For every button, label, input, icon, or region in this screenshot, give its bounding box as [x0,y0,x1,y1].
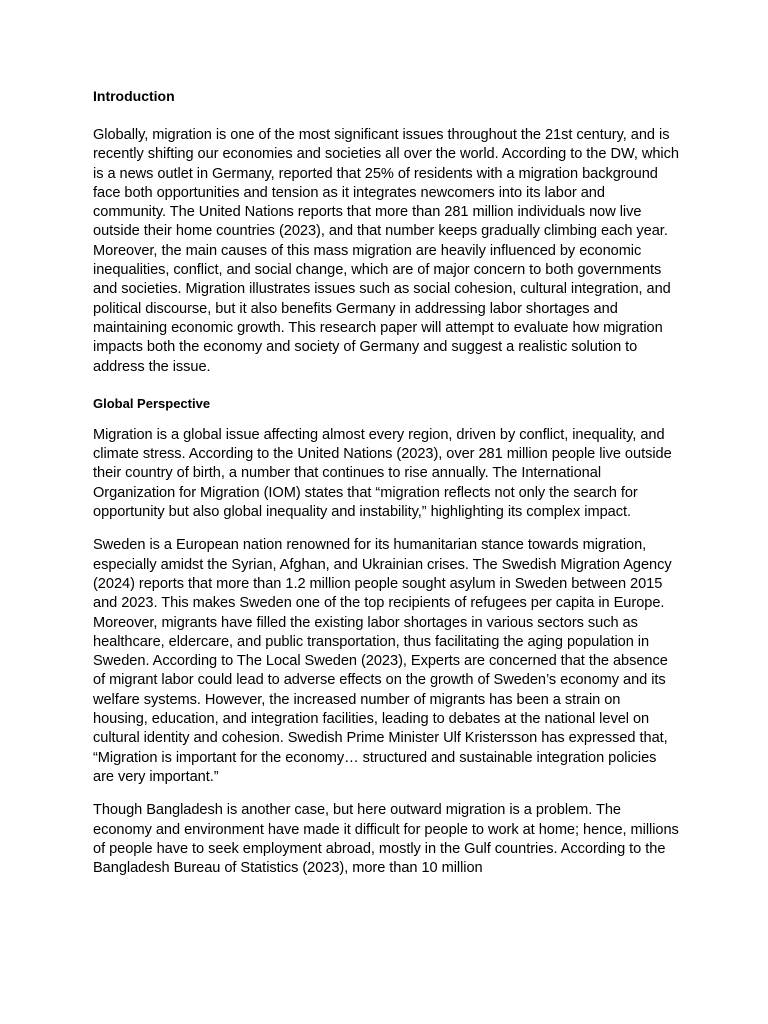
global-perspective-paragraph-2: Sweden is a European nation renowned for its humanitarian stance towards migration, especially amidst the Syrian, Afghan, and Ukrainian crises. The Swedish Migration Agency (2024) reports that more than 1.2 million people sought asylum in Sweden between 2015 and 2023. This makes Sweden one of the top recipients of refugees per capita in Europe. Moreover, migrants have filled the existing labor shortages in various sectors such as healthcare, eldercare, and public transportation, thus facilitating the aging population in Sweden. According to The Local Sweden (2023), Experts are concerned that the absence of migrant labor could lead to adverse effects on the growth of Sweden’s economy and its welfare systems. However, the increased number of migrants has been a strain on housing, education, and integration facilities, leading to debates at the national level on cultural identity and cohesion. Swedish Prime Minister Ulf Kristersson has expressed that, “Migration is important for the economy… structured and sustainable integration policies are very important.” [93,537,672,785]
global-perspective-paragraph-1: Migration is a global issue affecting almost every region, driven by conflict, inequality, and climate stress. According to the United Nations (2023), over 281 million people live outside their country of birth, a number that continues to rise annually. The International Organization for Migration (IOM) states that “migration reflects not only the search for opportunity but also global inequality and instability,” highlighting its complex impact. [93,426,672,521]
introduction-heading: Introduction [93,88,175,104]
global-perspective-paragraph-3: Though Bangladesh is another case, but here outward migration is a problem. The economy and environment have made it difficult for people to work at home; hence, millions of people have to seek employment abroad, mostly in the Gulf countries. According to the Bangladesh Bureau of Statistics (2023), more than 10 million [93,802,679,877]
global-perspective-heading: Global Perspective [93,395,211,411]
document-page [93,87,679,878]
introduction-paragraph: Globally, migration is one of the most significant issues throughout the 21st century, and is recently shifting our economies and societies all over the world. According to the DW, which is a news outlet in Germany, reported that 25% of residents with a migration background face both opportunities and tension as it integrates newcomers into its labor and community. The United Nations reports that more than 281 million individuals now live outside their home countries (2023), and that number keeps gradually climbing each year. Moreover, the main causes of this mass migration are heavily influenced by economic inequalities, conflict, and social change, which are of major concern to both governments and societies. Migration illustrates issues such as social cohesion, cultural integration, and political discourse, but it also benefits Germany in addressing labor shortages and maintaining economic growth. This research paper will attempt to evaluate how migration impacts both the economy and society of Germany and suggest a realistic solution to address the issue. [93,127,679,375]
